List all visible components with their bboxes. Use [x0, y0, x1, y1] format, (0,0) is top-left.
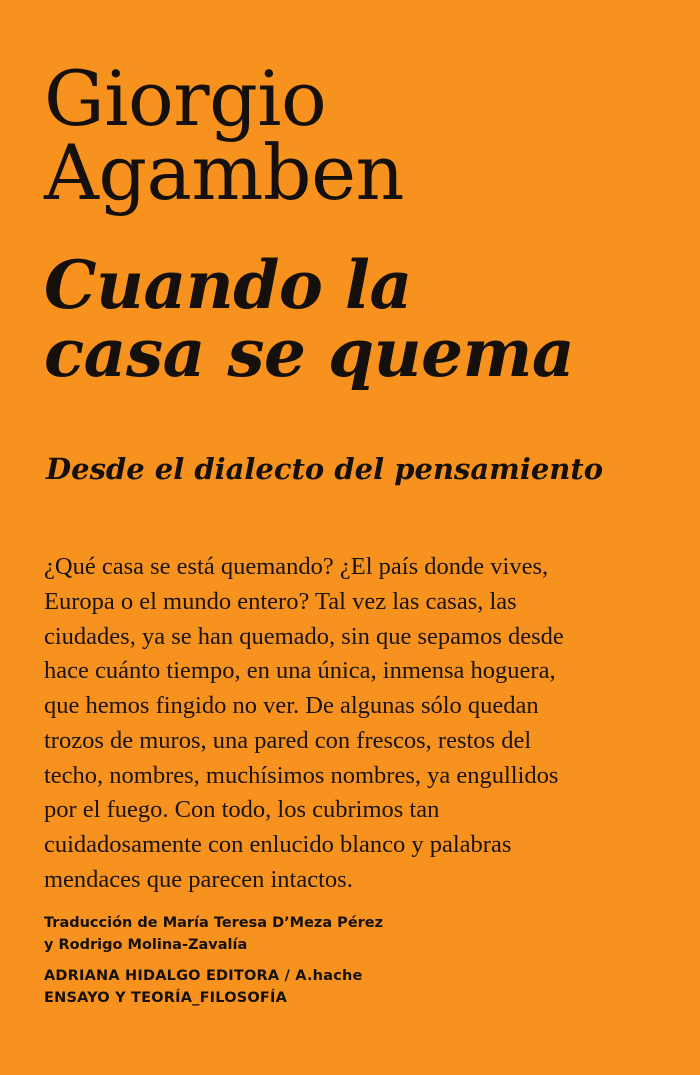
credits-block: [44, 912, 644, 1010]
book-title-line-2: casa se quema: [44, 313, 575, 392]
author-name-line-1: Giorgio: [44, 54, 327, 143]
collection-name: ENSAYO Y TEORÍA_FILOSOFÍA: [44, 990, 288, 1007]
book-subtitle: Desde el dialecto del pensamiento: [46, 452, 604, 486]
book-title-line-1: Cuando la: [44, 246, 412, 324]
author-name: [44, 54, 664, 217]
translation-credit-line-2: y Rodrigo Molina-Zavalía: [44, 937, 248, 954]
translation-credit-line-1: Traducción de María Teresa D’Meza Pérez: [44, 915, 384, 931]
back-cover-blurb: ¿Qué casa se está quemando? ¿El país donde vives, Europa o el mundo entero? Tal vez las casas, las ciudades, ya se han quemado, sin que sepamos desde hace cuánto tiempo, en una única, inmensa hoguera, que hemos fingido no ver. De algunas sólo quedan trozos de muros, una pared con frescos, restos del techo, nombres, muchísimos nombres, ya engullidos por el fuego. Con todo, los cubrimos tan cuidadosamente con enlucido blanco y palabras mendaces que parecen intactos.: [44, 553, 564, 894]
author-name-line-2: Agamben: [44, 127, 404, 217]
book-title: [44, 246, 674, 392]
publisher-name: ADRIANA HIDALGO EDITORA / A.hache: [44, 967, 363, 984]
